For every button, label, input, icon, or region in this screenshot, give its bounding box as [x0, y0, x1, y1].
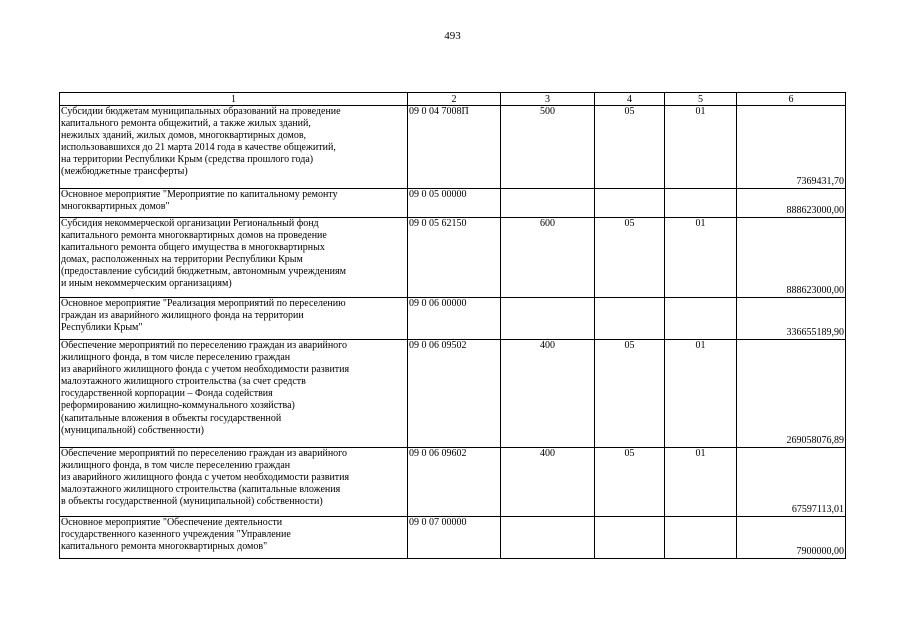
table-row: [60, 340, 846, 448]
row-name: Основное мероприятие "Обеспечение деятельности государственного казенного учреждения "Управление капитального ремонта многоквартирных домов": [60, 517, 408, 559]
row-expense-type: [501, 189, 595, 218]
row-subsection: [665, 517, 737, 559]
row-amount: 888623000,00: [737, 189, 846, 218]
row-subsection: 01: [665, 218, 737, 298]
row-expense-type: 500: [501, 106, 595, 189]
row-section: [595, 298, 665, 340]
row-subsection: [665, 189, 737, 218]
column-header-3: 3: [501, 93, 595, 106]
row-expense-type: [501, 298, 595, 340]
row-amount: 67597113,01: [737, 448, 846, 517]
row-amount: 7369431,70: [737, 106, 846, 189]
column-header-5: 5: [665, 93, 737, 106]
row-section: 05: [595, 340, 665, 448]
row-amount: 7900000,00: [737, 517, 846, 559]
table-row: [60, 106, 846, 189]
row-section: [595, 189, 665, 218]
row-expense-type: 400: [501, 340, 595, 448]
row-code: 09 0 05 62150: [408, 218, 501, 298]
row-subsection: 01: [665, 448, 737, 517]
row-name: Субсидии бюджетам муниципальных образований на проведение капитального ремонта общежитий, а также жилых зданий, нежилых зданий, жилых домов, многоквартирных домов, использовавшихся до 21 марта 2014 года в качестве общежитий, на территории Республики Крым (средства прошлого года) (межбюджетные трансферты): [60, 106, 408, 189]
row-expense-type: 400: [501, 448, 595, 517]
row-section: 05: [595, 106, 665, 189]
row-subsection: [665, 298, 737, 340]
page-number: 493: [444, 30, 461, 42]
table-row: [60, 189, 846, 218]
row-subsection: 01: [665, 340, 737, 448]
row-code: 09 0 05 00000: [408, 189, 501, 218]
column-header-6: 6: [737, 93, 846, 106]
row-subsection: 01: [665, 106, 737, 189]
row-code: 09 0 04 7008П: [408, 106, 501, 189]
row-amount: 336655189,90: [737, 298, 846, 340]
table-header-row: [60, 93, 846, 106]
row-code: 09 0 06 00000: [408, 298, 501, 340]
row-section: [595, 517, 665, 559]
row-name: Обеспечение мероприятий по переселению граждан из аварийного жилищного фонда, в том числе переселению граждан из аварийного жилищного фонда с учетом необходимости развития малоэтажного жилищного строительства (капитальные вложения в объекты государственной (муниципальной) собственности): [60, 448, 408, 517]
row-expense-type: [501, 517, 595, 559]
row-section: 05: [595, 448, 665, 517]
row-section: 05: [595, 218, 665, 298]
row-amount: 888623000,00: [737, 218, 846, 298]
budget-table: [59, 92, 846, 559]
row-name: Основное мероприятие "Мероприятие по капитальному ремонту многоквартирных домов": [60, 189, 408, 218]
table-row: [60, 298, 846, 340]
row-code: 09 0 07 00000: [408, 517, 501, 559]
row-amount: 269058076,89: [737, 340, 846, 448]
row-expense-type: 600: [501, 218, 595, 298]
column-header-4: 4: [595, 93, 665, 106]
row-name: Обеспечение мероприятий по переселению граждан из аварийного жилищного фонда, в том числе переселению граждан из аварийного жилищного фонда с учетом необходимости развития малоэтажного жилищного строительства (за счет средств государственной корпорации – Фонда содействия реформированию жилищно-коммунального хозяйства) (капитальные вложения в объекты государственной (муниципальной) собственности): [60, 340, 408, 448]
table-row: [60, 517, 846, 559]
column-header-1: 1: [60, 93, 408, 106]
row-name: Субсидия некоммерческой организации Региональный фонд капитального ремонта многоквартирных домов на проведение капитального ремонта общего имущества в многоквартирных домах, расположенных на территории Республики Крым (предоставление субсидий бюджетным, автономным учреждениям и иным некоммерческим организациям): [60, 218, 408, 298]
row-code: 09 0 06 09602: [408, 448, 501, 517]
table-row: [60, 448, 846, 517]
table-row: [60, 218, 846, 298]
row-code: 09 0 06 09502: [408, 340, 501, 448]
column-header-2: 2: [408, 93, 501, 106]
row-name: Основное мероприятие "Реализация мероприятий по переселению граждан из аварийного жилищного фонда на территории Республики Крым": [60, 298, 408, 340]
